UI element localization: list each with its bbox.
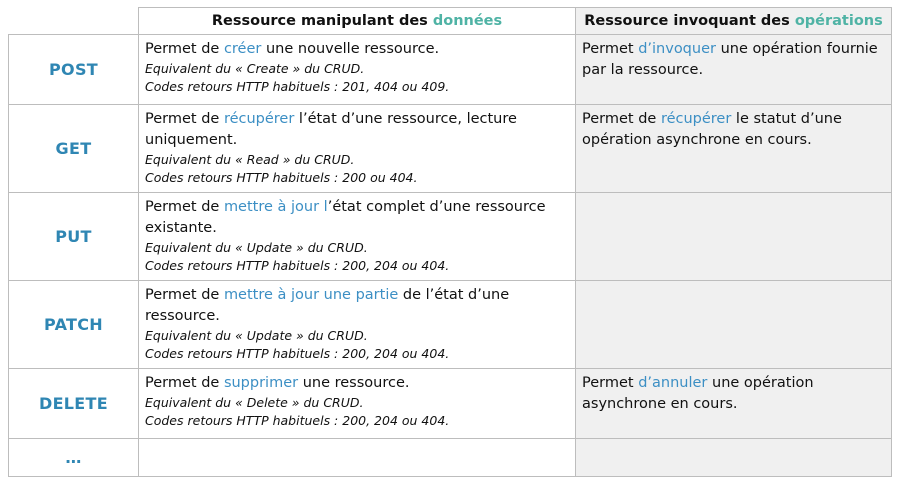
header-operation-resources: [576, 8, 892, 35]
http-codes: Codes retours HTTP habituels : 200, 204 ou 404.: [145, 413, 450, 428]
header-data-resources: [139, 8, 576, 35]
desc-patch: [139, 281, 576, 369]
desc-text: Permet de: [145, 111, 224, 127]
header-ops-accent: opérations: [794, 13, 883, 29]
header-ops-prefix: Ressource invoquant des: [584, 13, 795, 29]
method-ellipsis: …: [9, 439, 139, 477]
ops-post-main: [582, 39, 885, 81]
method-patch: PATCH: [9, 281, 139, 369]
desc-verb: créer: [223, 41, 262, 57]
op-text: Permet de: [582, 111, 661, 127]
desc-text: une nouvelle ressource.: [261, 41, 440, 57]
op-text: le statut d’une opération asynchrone en cours.: [582, 111, 842, 148]
ops-delete: [576, 369, 892, 439]
method-get: GET: [9, 105, 139, 193]
crud-equivalent: Equivalent du « Update » du CRUD.: [145, 328, 368, 343]
row-patch: [9, 281, 892, 369]
desc-verb: supprimer: [223, 375, 299, 391]
desc-text: Permet de: [145, 199, 224, 215]
header-row: [9, 8, 892, 35]
crud-equivalent: Equivalent du « Read » du CRUD.: [145, 152, 355, 167]
row-ellipsis: [9, 439, 892, 477]
row-get: [9, 105, 892, 193]
header-data-prefix: Ressource manipulant des: [211, 13, 433, 29]
http-codes: Codes retours HTTP habituels : 200, 204 ou 404.: [145, 258, 450, 273]
desc-text: l’état d’une ressource, lecture uniquement.: [145, 111, 517, 148]
desc-post-main: [145, 39, 569, 60]
desc-delete: [139, 369, 576, 439]
desc-ellipsis-empty: [139, 439, 576, 477]
header-corner: [9, 8, 139, 35]
header-data-accent: données: [432, 13, 503, 29]
ops-get-main: [582, 109, 885, 151]
method-put: PUT: [9, 193, 139, 281]
desc-text: Permet de: [145, 287, 224, 303]
http-codes: Codes retours HTTP habituels : 201, 404 ou 409.: [145, 79, 450, 94]
desc-get: [139, 105, 576, 193]
ops-get: [576, 105, 892, 193]
desc-text: une ressource.: [298, 375, 410, 391]
row-post: [9, 35, 892, 105]
http-methods-table-wrapper: [8, 7, 892, 477]
desc-text: de l’état d’une ressource.: [145, 287, 510, 324]
desc-put: [139, 193, 576, 281]
desc-verb: récupérer: [223, 111, 295, 127]
op-text: Permet: [582, 41, 639, 57]
desc-put-main: [145, 197, 569, 239]
desc-text: Permet de: [145, 41, 224, 57]
ops-ellipsis-empty: [576, 439, 892, 477]
ops-put-empty: [576, 193, 892, 281]
desc-text: Permet de: [145, 375, 224, 391]
ops-delete-main: [582, 373, 885, 415]
op-verb: d’annuler: [638, 375, 708, 391]
row-put: [9, 193, 892, 281]
http-methods-table: [8, 7, 892, 477]
ops-post: [576, 35, 892, 105]
row-delete: [9, 369, 892, 439]
desc-post: [139, 35, 576, 105]
crud-equivalent: Equivalent du « Delete » du CRUD.: [145, 395, 364, 410]
op-text: Permet: [582, 375, 639, 391]
op-text: une opération fournie par la ressource.: [582, 41, 878, 78]
op-verb: récupérer: [660, 111, 732, 127]
desc-text: ’état complet d’une ressource existante.: [145, 199, 546, 236]
desc-delete-main: [145, 373, 569, 394]
http-codes: Codes retours HTTP habituels : 200, 204 ou 404.: [145, 346, 450, 361]
crud-equivalent: Equivalent du « Create » du CRUD.: [145, 61, 365, 76]
desc-get-main: [145, 109, 569, 151]
desc-patch-main: [145, 285, 569, 327]
method-delete: DELETE: [9, 369, 139, 439]
desc-verb: mettre à jour l: [223, 199, 328, 215]
desc-verb: mettre à jour une partie: [223, 287, 399, 303]
op-text: une opération asynchrone en cours.: [582, 375, 814, 412]
crud-equivalent: Equivalent du « Update » du CRUD.: [145, 240, 368, 255]
ops-patch-empty: [576, 281, 892, 369]
method-post: POST: [9, 35, 139, 105]
http-codes: Codes retours HTTP habituels : 200 ou 404.: [145, 170, 418, 185]
op-verb: d’invoquer: [638, 41, 716, 57]
